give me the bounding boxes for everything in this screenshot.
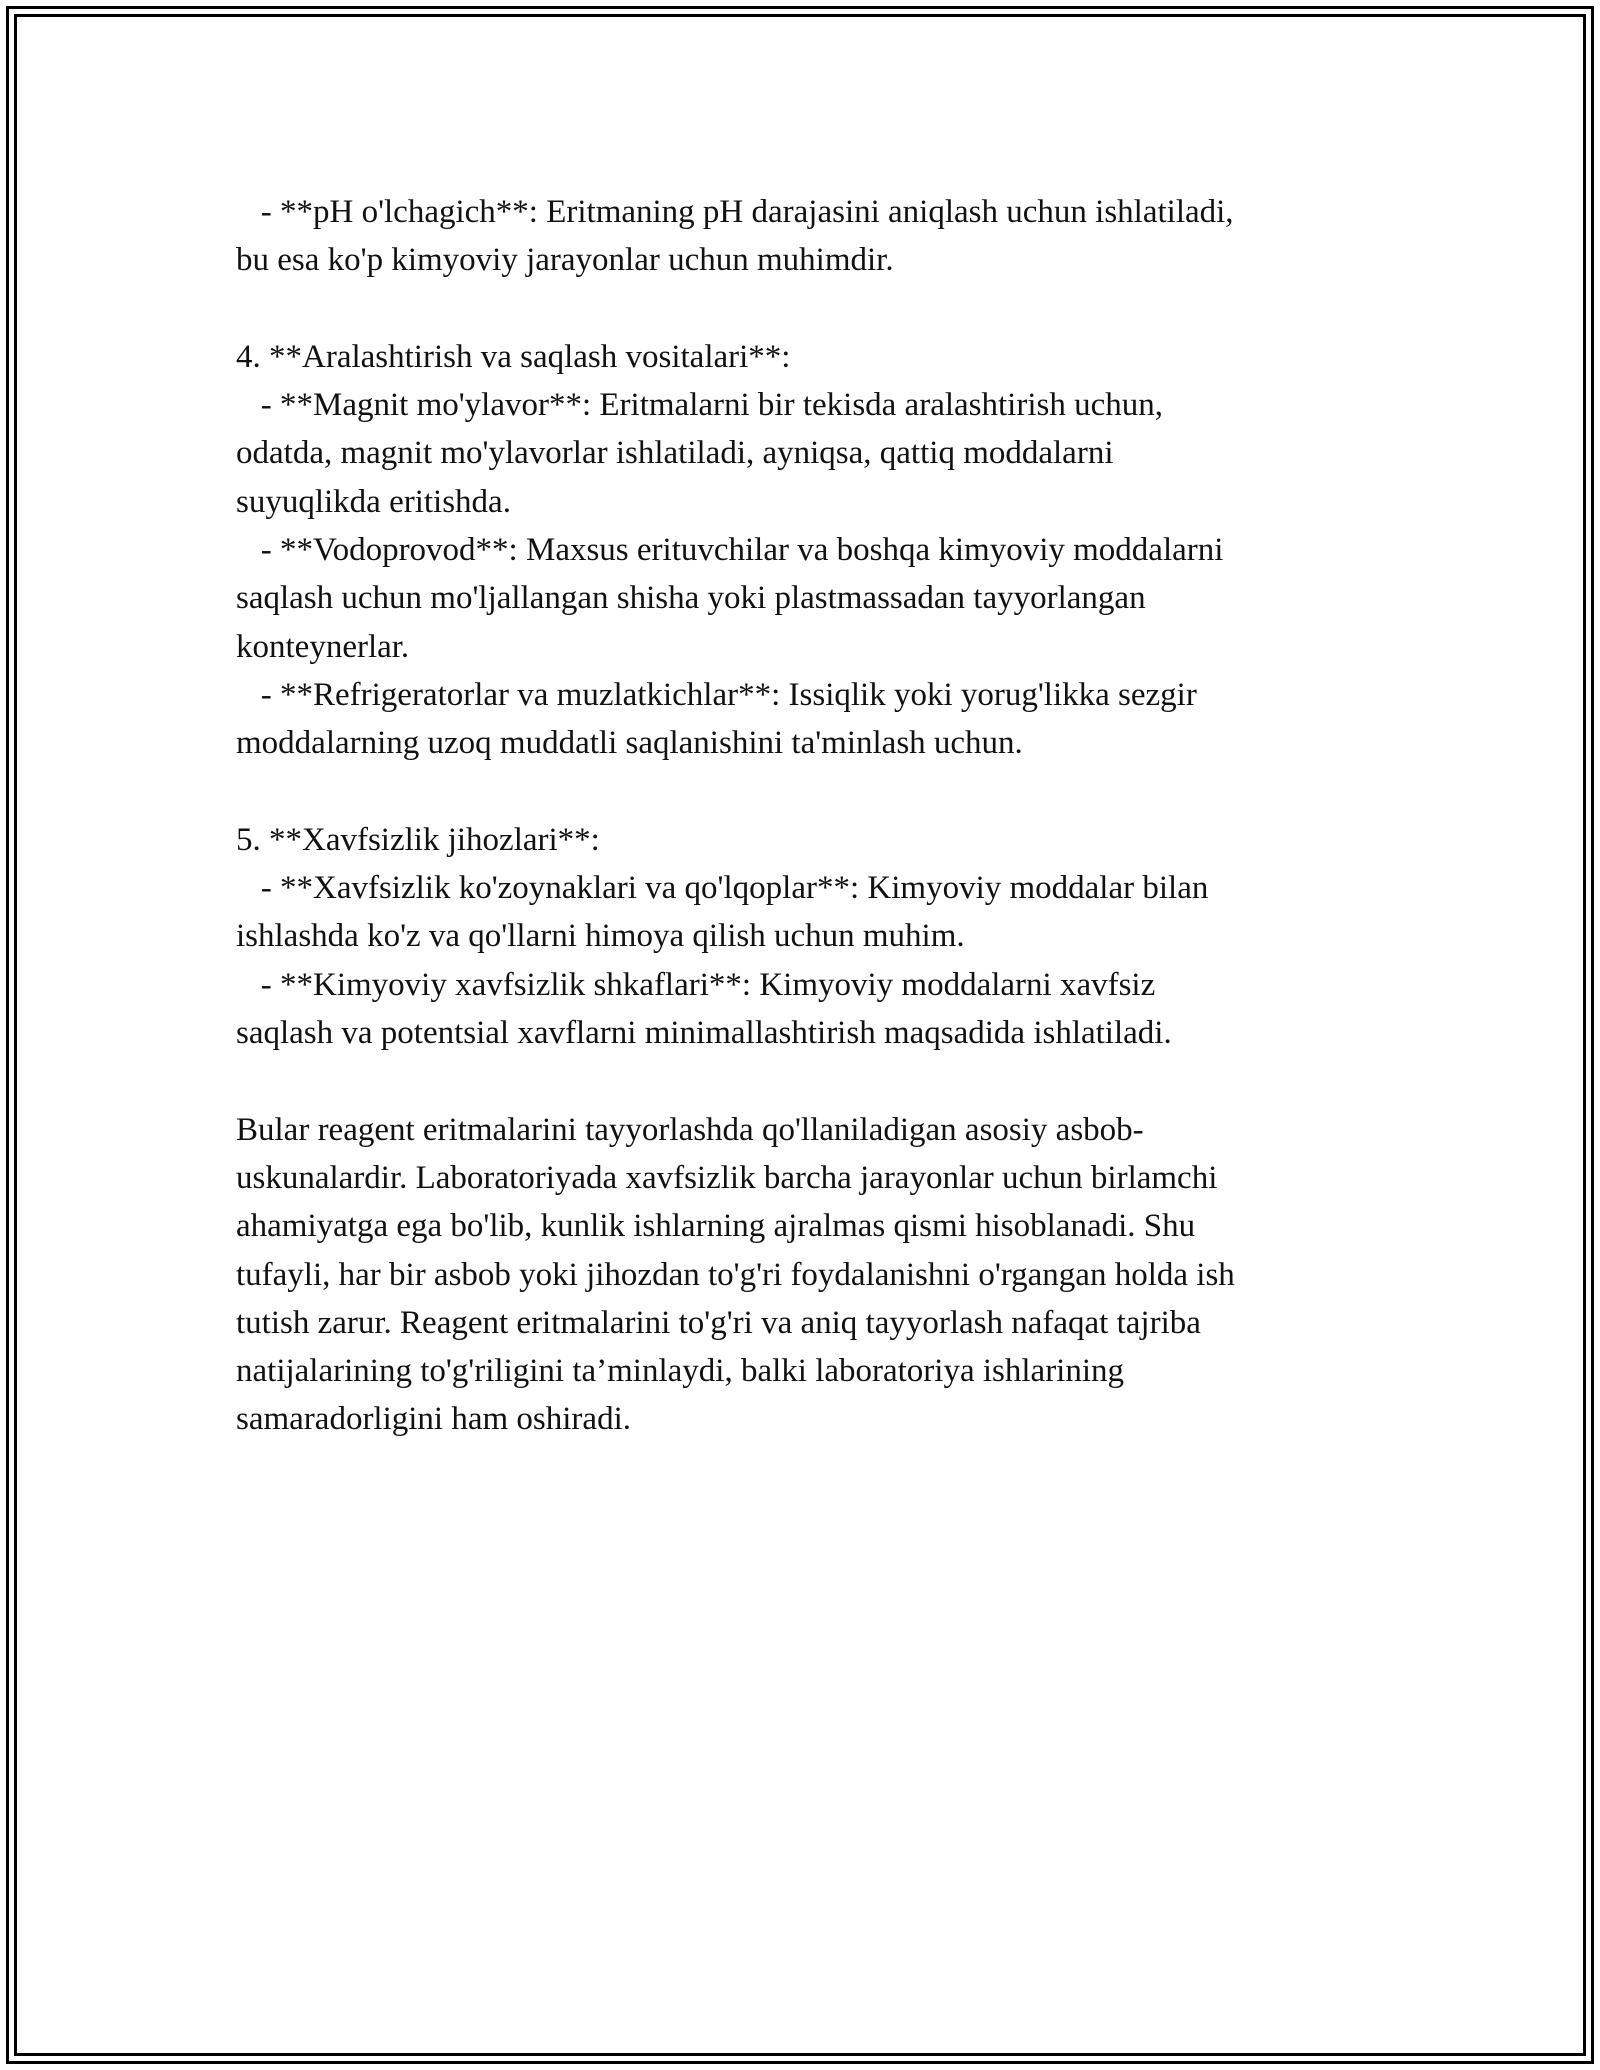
blank-line (236, 768, 1364, 816)
text-line: ahamiyatga ega bo'lib, kunlik ishlarning ajralmas qismi hisoblanadi. Shu (236, 1208, 1196, 1245)
text-line: - **Refrigeratorlar va muzlatkichlar**: Issiqlik yoki yorug'likka sezgir (236, 676, 1197, 713)
text-line: tutish zarur. Reagent eritmalarini to'g'ri va aniq tayyorlash nafaqat tajriba (236, 1304, 1201, 1341)
text-line: natijalarining to'g'riligini ta’minlaydi, balki laboratoriya ishlarining (236, 1353, 1125, 1390)
text-line: suyuqlikda eritishda. (236, 483, 511, 520)
text-line: bu esa ko'p kimyoviy jarayonlar uchun muhimdir. (236, 242, 894, 279)
text-line: - **Magnit mo'ylavor**: Eritmalarni bir tekisda aralashtirish uchun, (236, 387, 1163, 424)
text-line: - **pH o'lchagich**: Eritmaning pH darajasini aniqlash uchun ishlatiladi, (236, 194, 1234, 230)
text-line: tufayli, har bir asbob yoki jihozdan to'g'ri foydalanishni o'rgangan holda ish (236, 1256, 1235, 1293)
text-line: konteynerlar. (236, 628, 410, 665)
text-line: 4. **Aralashtirish va saqlash vositalari**: (236, 338, 791, 375)
text-line: uskunalardir. Laboratoriyada xavfsizlik barcha jarayonlar uchun birlamchi (236, 1159, 1218, 1196)
text-line: 5. **Xavfsizlik jihozlari**: (236, 821, 600, 858)
text-line: samaradorligini ham oshiradi. (236, 1401, 631, 1438)
text-line: moddalarning uzoq muddatli saqlanishini ta'minlash uchun. (236, 725, 1023, 762)
blank-line (236, 1057, 1364, 1105)
text-line: saqlash uchun mo'ljallangan shisha yoki plastmassadan tayyorlangan (236, 580, 1146, 617)
text-line: Bular reagent eritmalarini tayyorlashda qo'llaniladigan asosiy asbob- (236, 1111, 1144, 1148)
text-line: - **Kimyoviy xavfsizlik shkaflari**: Kimyoviy moddalarni xavfsiz (236, 966, 1156, 1003)
text-line: saqlash va potentsial xavflarni minimallashtirish maqsadida ishlatiladi. (236, 1015, 1172, 1052)
document-body (236, 188, 1364, 1444)
blank-line (236, 285, 1364, 333)
text-line: ishlashda ko'z va qo'llarni himoya qilish uchun muhim. (236, 918, 965, 955)
text-line: - **Xavfsizlik ko'zoynaklari va qo'lqoplar**: Kimyoviy moddalar bilan (236, 870, 1209, 907)
text-line: odatda, magnit mo'ylavorlar ishlatiladi, ayniqsa, qattiq moddalarni (236, 435, 1114, 472)
text-line: - **Vodoprovod**: Maxsus erituvchilar va boshqa kimyoviy moddalarni (236, 532, 1224, 569)
